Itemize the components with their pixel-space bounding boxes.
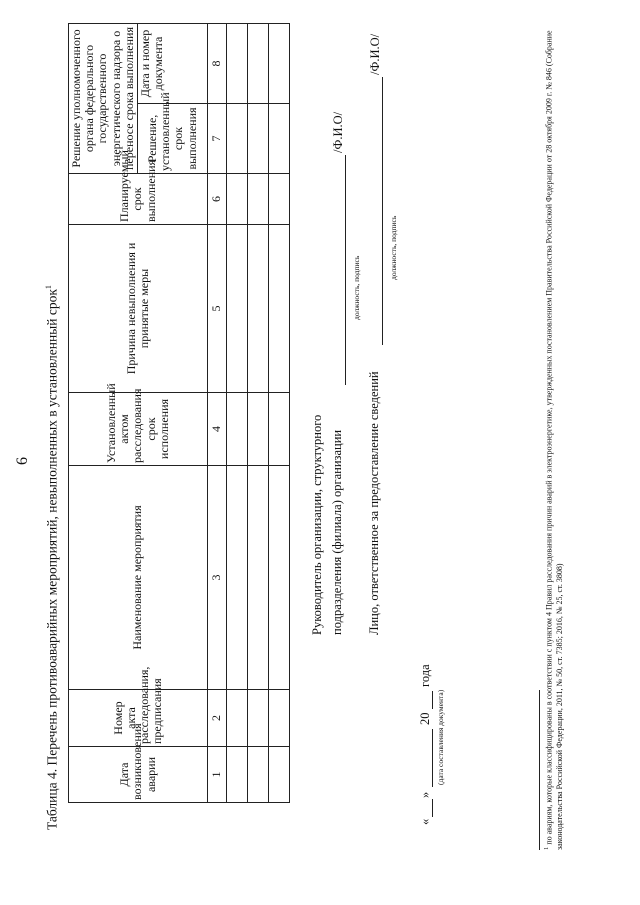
column-number: 7 bbox=[207, 104, 226, 174]
footnote bbox=[543, 20, 565, 850]
table-row bbox=[247, 23, 268, 802]
footnote-number: 1 bbox=[543, 846, 550, 850]
column-number: 6 bbox=[207, 174, 226, 225]
column-number: 2 bbox=[207, 690, 226, 747]
date-close-quote: » bbox=[418, 791, 432, 798]
header-document: Дата и номер документа bbox=[137, 23, 207, 103]
column-number: 1 bbox=[207, 747, 226, 803]
table-row bbox=[268, 23, 289, 802]
responsible-signature-line bbox=[382, 77, 383, 345]
header-date: Дата возникновения аварии bbox=[69, 747, 208, 803]
measures-table bbox=[68, 23, 290, 803]
footnote-text: по авариям, которые классифицированы в соответствии с пунктом 4 Правил расследования причин аварий в электроэнергетике, утвержденных постановлением Правительства Российской Федерации от 28 октября 2009 г. № 846 (Собрание законодательства Российской Федерации, 2011, № 50, ст. 7385; 2016, № 25, ст. 3808) bbox=[544, 30, 564, 850]
date-year-prefix: 20 bbox=[418, 712, 432, 725]
header-decision-deadline: Решение, установленный срок выполнения bbox=[137, 104, 207, 174]
footnote-separator bbox=[539, 690, 540, 850]
footnote-mark: 1 bbox=[44, 285, 53, 290]
date-year-suffix: года bbox=[418, 664, 432, 687]
date-month-line bbox=[432, 729, 433, 787]
column-number: 8 bbox=[207, 23, 226, 103]
column-number: 3 bbox=[207, 466, 226, 690]
responsible-label: Лицо, ответственное за предоставление сведений bbox=[367, 371, 381, 635]
head-signature-caption: должность, подпись bbox=[352, 255, 361, 320]
responsible-signature-caption: должность, подпись bbox=[389, 215, 398, 280]
date-caption: (дата составления документа) bbox=[436, 689, 445, 785]
header-measure-name: Наименование мероприятия bbox=[69, 466, 208, 690]
head-label-line1: Руководитель организации, структурного bbox=[310, 414, 324, 635]
head-signature-line bbox=[345, 155, 346, 385]
table-title-text: Таблица 4. Перечень противоаварийных мероприятий, невыполненных в установленный срок bbox=[44, 289, 60, 830]
table-title bbox=[44, 285, 61, 830]
header-authority-decision: Решение уполномоченного органа федерального государственного энергетического надзора о переносе срока выполнения bbox=[69, 23, 138, 173]
date-open-quote: « bbox=[418, 818, 432, 825]
responsible-fio: /Ф.И.О/ bbox=[368, 33, 382, 75]
head-label-line2: подразделения (филиала) организации bbox=[330, 429, 344, 635]
date-year-line bbox=[432, 691, 433, 709]
head-fio: /Ф.И.О/ bbox=[331, 111, 345, 153]
header-deadline: Установленный актом расследования срок исполнения bbox=[69, 393, 208, 466]
table-row bbox=[226, 23, 247, 802]
page-number: 6 bbox=[14, 457, 31, 465]
header-reason: Причина невыполнения и принятые меры bbox=[69, 225, 208, 393]
header-planned-deadline: Планируемый срок выполнения bbox=[69, 174, 208, 225]
date-day-line bbox=[432, 799, 433, 817]
column-number: 5 bbox=[207, 225, 226, 393]
column-number: 4 bbox=[207, 393, 226, 466]
header-act-number: Номер акта расследования, предписания bbox=[69, 690, 208, 747]
